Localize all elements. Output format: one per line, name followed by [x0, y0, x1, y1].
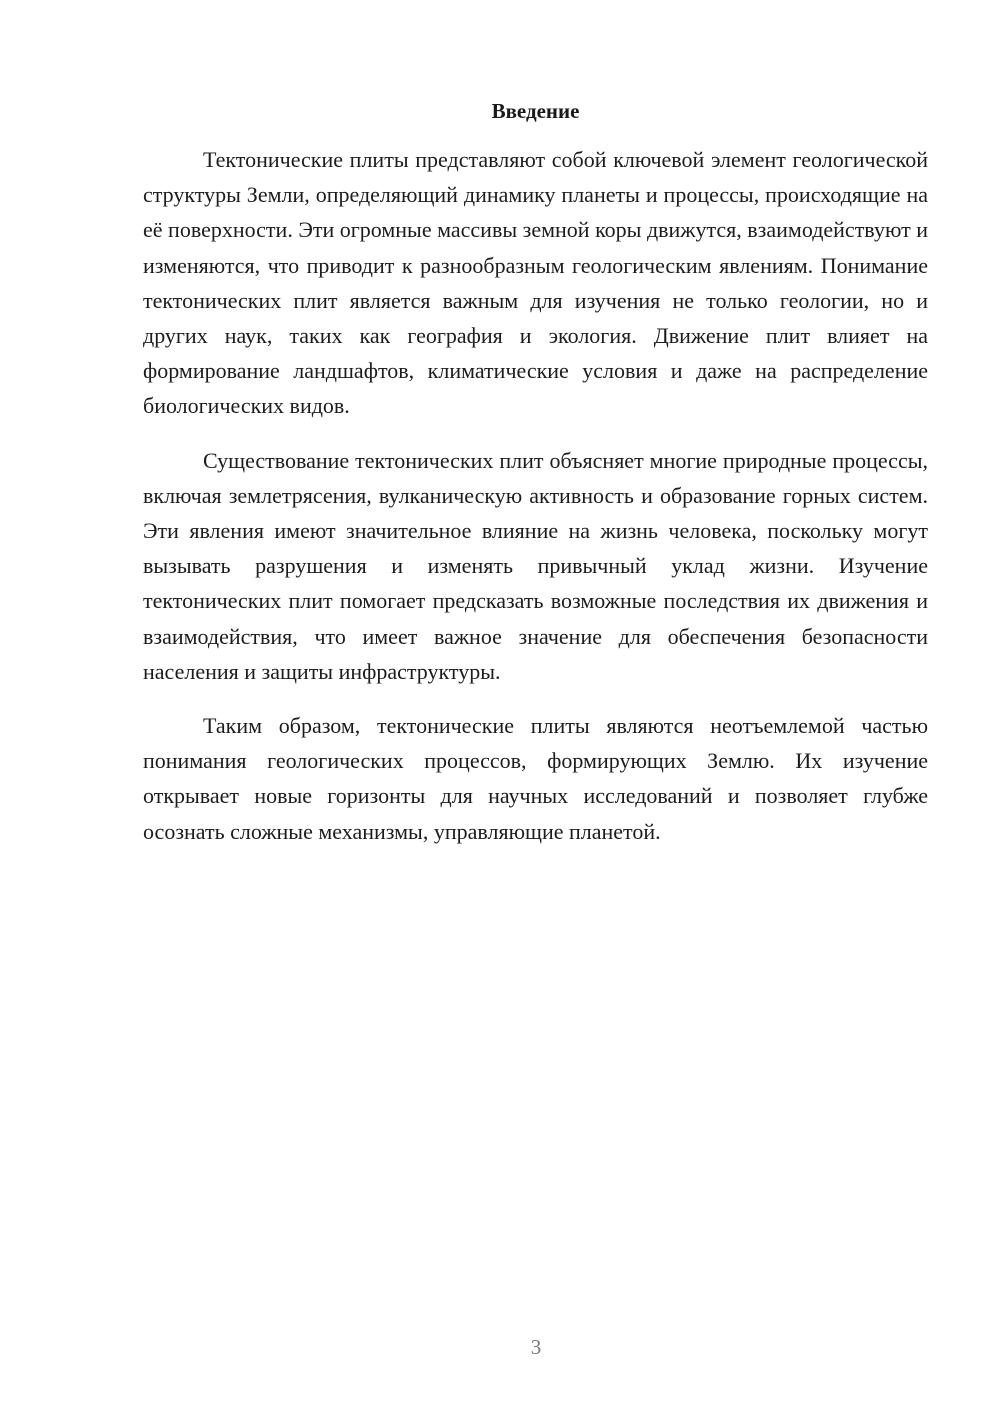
body-text — [143, 142, 928, 868]
page-number: 3 — [530, 1335, 542, 1359]
paragraph-3: Таким образом, тектонические плиты являются неотъемлемой частью понимания геологических процессов, формирующих Землю. Их изучение открывает новые горизонты для научных исследований и позволяет глубже осознать сложные механизмы, управляющие планетой. — [143, 713, 928, 844]
section-title: Введение — [491, 99, 580, 123]
paragraph-1: Тектонические плиты представляют собой ключевой элемент геологической структуры Земли, определяющий динамику планеты и процессы, происходящие на её поверхности. Эти огромные массивы земной коры движутся, взаимодействуют и изменяются, что приводит к разнообразным геологическим явлениям. Понимание тектонических плит является важным для изучения не только геологии, но и других наук, таких как география и экология. Движение плит влияет на формирование ландшафтов, климатические условия и даже на распределение биологических видов. — [143, 147, 928, 419]
paragraph-2: Существование тектонических плит объясняет многие природные процессы, включая землетрясения, вулканическую активность и образование горных систем. Эти явления имеют значительное влияние на жизнь человека, поскольку могут вызывать разрушения и изменять привычный уклад жизни. Изучение тектонических плит помогает предсказать возможные последствия их движения и взаимодействия, что имеет важное значение для обеспечения безопасности населения и защиты инфраструктуры. — [143, 447, 928, 684]
